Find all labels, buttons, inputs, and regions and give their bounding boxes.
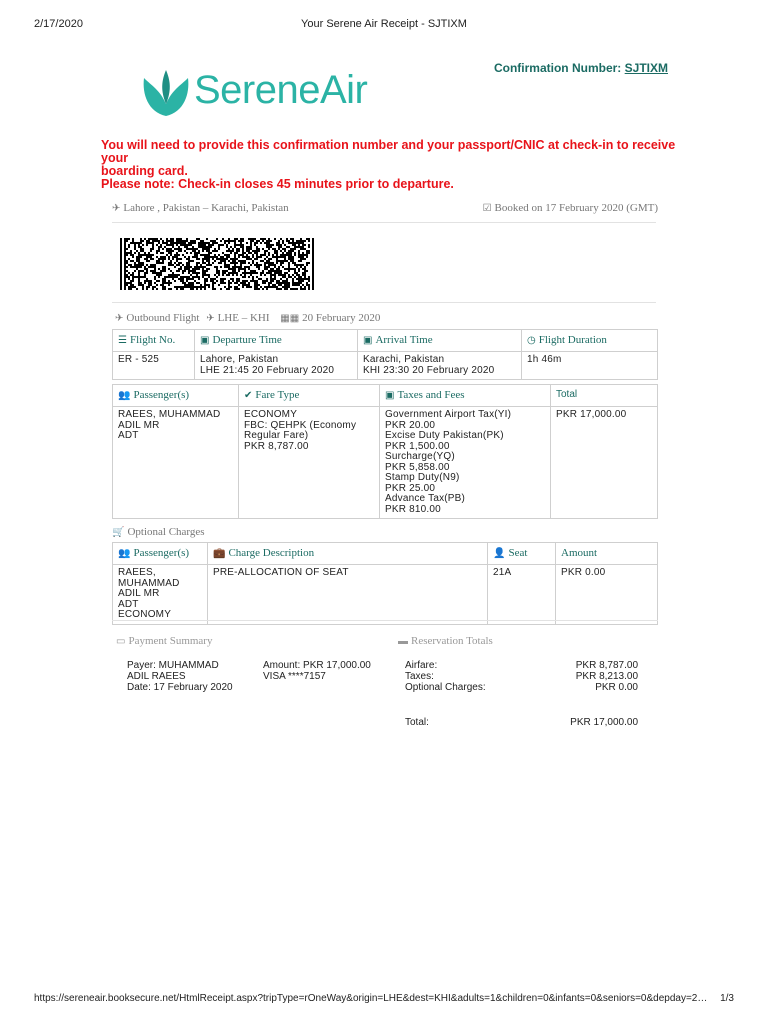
flight-table xyxy=(112,329,658,380)
booked-text: Booked on 17 February 2020 (GMT) xyxy=(494,202,658,214)
fare-table xyxy=(112,384,658,519)
calendar-icon: ▣ xyxy=(363,334,373,346)
users-icon: 👥 xyxy=(118,389,131,401)
print-date: 2/17/2020 xyxy=(34,18,83,30)
list-icon: ☰ xyxy=(118,334,127,346)
confirmation-block xyxy=(494,61,668,75)
departure-header: ▣ Departure Time xyxy=(195,330,358,352)
cart-icon: 🛒 xyxy=(112,527,125,538)
notice-line-1: You will need to provide this confirmation number and your passport/CNIC at check-in to receive your xyxy=(101,138,676,165)
outbound-label: Outbound Flight xyxy=(126,312,200,324)
confirmation-label: Confirmation Number: xyxy=(493,61,622,75)
route-text: Lahore , Pakistan – Karachi, Pakistan xyxy=(123,202,289,214)
arrival-header: ▣ Arrival Time xyxy=(358,330,522,352)
grand-total-label: Total: xyxy=(405,717,429,728)
total-header: Total xyxy=(551,385,658,407)
payment-amount: Amount: PKR 17,000.00 VISA ****7157 xyxy=(263,660,371,682)
money-icon: ▣ xyxy=(385,389,395,401)
serene-air-logo xyxy=(138,64,383,120)
notice-line-2: boarding card. xyxy=(101,164,188,178)
totals-values: PKR 8,787.00 PKR 8,213.00 PKR 0.00 xyxy=(575,660,638,693)
charge-description-cell: PRE-ALLOCATION OF SEAT xyxy=(208,565,488,625)
divider xyxy=(112,302,656,303)
outbound-heading xyxy=(115,312,380,324)
calendar-check-icon: ☑ xyxy=(482,203,492,214)
user-icon: 👤 xyxy=(493,547,506,559)
bird-logo-icon xyxy=(138,64,194,120)
flight-no-header: ☰ Flight No. xyxy=(113,330,195,352)
check-icon: ✔ xyxy=(244,389,253,401)
money-icon: ▬ xyxy=(398,636,408,647)
duration-header: ◷ Flight Duration xyxy=(522,330,658,352)
calendar-icon: ▣ xyxy=(200,334,210,346)
print-footer-url: https://sereneair.booksecure.net/HtmlReceipt.aspx?tripType=rOneWay&origin=LHE&dest=KHI&adults=1&children=0&infants=0&seniors=0&depday=2… xyxy=(34,993,708,1004)
divider xyxy=(112,620,658,621)
divider xyxy=(112,222,656,223)
logo-word-serene: Serene xyxy=(194,68,320,112)
reservation-totals-heading: ▬ Reservation Totals xyxy=(398,635,493,647)
payment-summary-heading: ▭ Payment Summary xyxy=(116,635,213,647)
credit-card-icon: ▭ xyxy=(116,636,126,647)
briefcase-icon: 💼 xyxy=(213,547,226,559)
passenger-cell: RAEES, MUHAMMAD ADIL MR ADT xyxy=(113,407,239,519)
grand-total-value: PKR 17,000.00 xyxy=(570,717,638,728)
checkin-notice xyxy=(101,139,681,191)
total-cell: PKR 17,000.00 xyxy=(551,407,658,519)
totals-labels: Airfare: Taxes: Optional Charges: xyxy=(405,660,486,693)
optional-charges-heading: 🛒 Optional Charges xyxy=(112,526,205,538)
passenger-header: 👥 Passenger(s) xyxy=(113,385,239,407)
amount-header: Amount xyxy=(556,543,658,565)
taxes-header: ▣ Taxes and Fees xyxy=(380,385,551,407)
notice-line-3: Please note: Check-in closes 45 minutes prior to departure. xyxy=(101,177,454,191)
taxes-cell: Government Airport Tax(YI) PKR 20.00 Excise Duty Pakistan(PK) PKR 1,500.00 Surcharge(YQ) PKR 5,858.00 Stamp Duty(N9) PKR 25.00 Advance Tax(PB) PKR 810.00 xyxy=(380,407,551,519)
logo-word-air: Air xyxy=(319,68,368,112)
plane-icon: ✈ xyxy=(115,313,124,324)
calendar-icon: ▦▦ xyxy=(280,313,300,324)
seat-cell: 21A xyxy=(488,565,556,625)
payer-details: Payer: MUHAMMAD ADIL RAEES Date: 17 February 2020 xyxy=(127,660,233,693)
departure-cell: Lahore, Pakistan LHE 21:45 20 February 2020 xyxy=(195,352,358,380)
seat-header: 👤 Seat xyxy=(488,543,556,565)
fare-type-header: ✔ Fare Type xyxy=(239,385,380,407)
flight-no-cell: ER - 525 xyxy=(113,352,195,380)
booked-date xyxy=(483,202,658,214)
opt-passenger-header: 👥 Passenger(s) xyxy=(113,543,208,565)
amount-cell: PKR 0.00 xyxy=(556,565,658,625)
opt-passenger-cell: RAEES, MUHAMMAD ADIL MR ADT ECONOMY xyxy=(113,565,208,625)
confirmation-number-link[interactable]: SJTIXM xyxy=(624,61,668,75)
outbound-sector: LHE – KHI xyxy=(217,312,270,324)
fare-type-cell: ECONOMY FBC: QEHPK (Economy Regular Fare) PKR 8,787.00 xyxy=(239,407,380,519)
charge-description-header: 💼 Charge Description xyxy=(208,543,488,565)
plane-icon: ✈ xyxy=(112,203,121,214)
clock-icon: ◷ xyxy=(527,334,536,346)
outbound-date: 20 February 2020 xyxy=(302,312,381,324)
print-page-number: 1/3 xyxy=(720,993,734,1004)
optional-charges-table xyxy=(112,542,658,625)
duration-cell: 1h 46m xyxy=(522,352,658,380)
route-summary xyxy=(112,202,289,214)
plane-icon: ✈ xyxy=(206,313,215,324)
print-title: Your Serene Air Receipt - SJTIXM xyxy=(301,18,467,30)
users-icon: 👥 xyxy=(118,547,131,559)
arrival-cell: Karachi, Pakistan KHI 23:30 20 February 2020 xyxy=(358,352,522,380)
barcode-image xyxy=(120,238,316,290)
